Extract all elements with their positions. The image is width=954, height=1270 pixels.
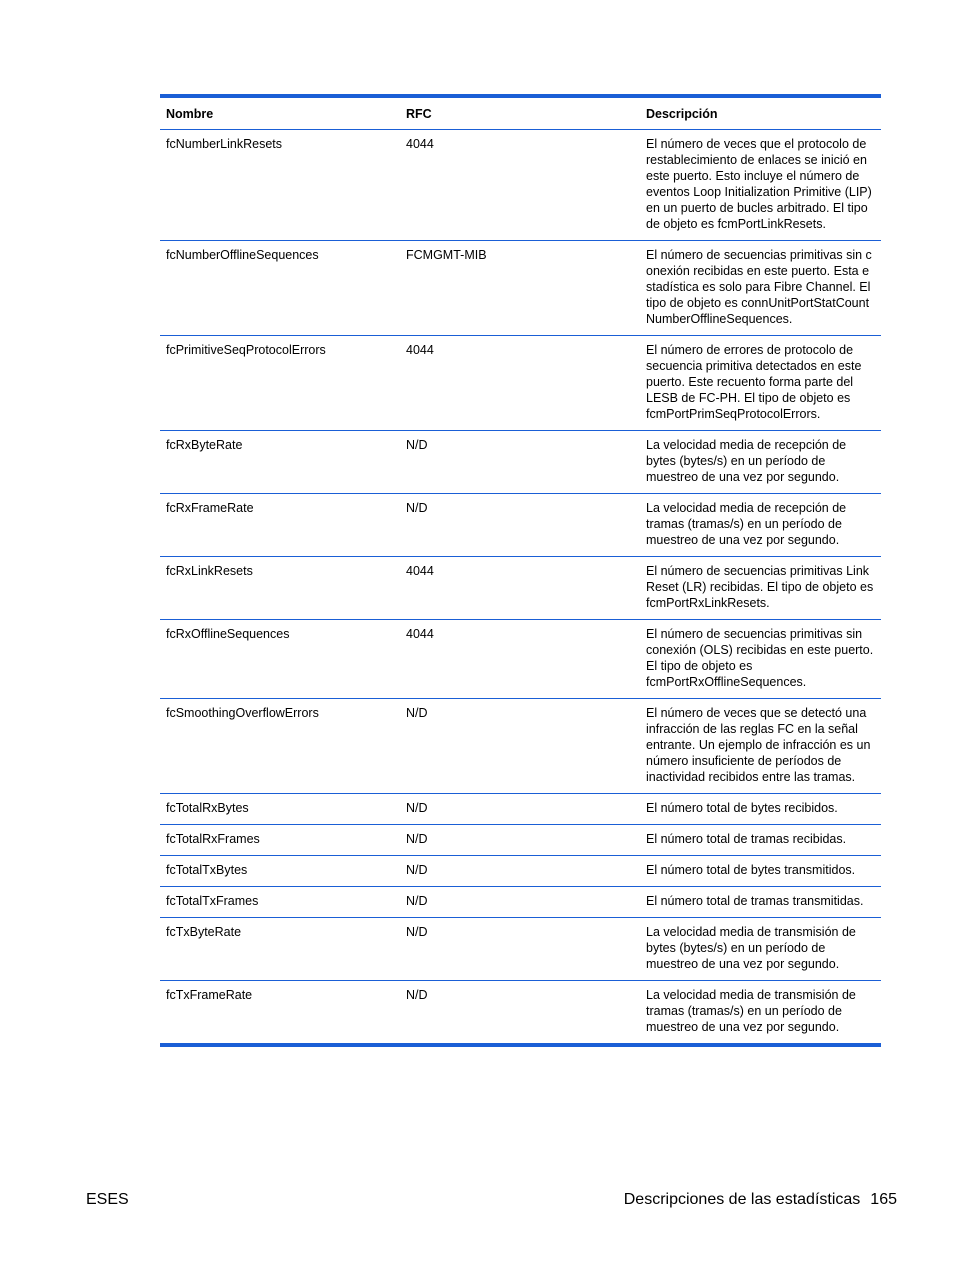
header-rfc: RFC — [400, 98, 640, 130]
cell-name: fcRxByteRate — [160, 431, 400, 494]
table-row — [160, 699, 881, 794]
cell-rfc: N/D — [400, 887, 640, 918]
cell-name: fcTotalRxBytes — [160, 794, 400, 825]
footer-section-title: Descripciones de las estadísticas — [623, 1191, 861, 1208]
statistics-table-container — [160, 94, 881, 1047]
cell-description: El número de secuencias primitivas sin conexión recibidas en este puerto. Esta estadística es solo para Fibre Channel. El tipo de objeto es connUnitPortStatCountNumberOfflineSequences. — [640, 241, 881, 336]
header-nombre: Nombre — [160, 98, 400, 130]
table-row — [160, 918, 881, 981]
table-row — [160, 794, 881, 825]
cell-description: El número total de bytes recibidos. — [640, 794, 881, 825]
cell-description: La velocidad media de transmisión de bytes (bytes/s) en un período de muestreo de una vez por segundo. — [640, 918, 881, 981]
cell-name: fcRxFrameRate — [160, 494, 400, 557]
cell-rfc: N/D — [400, 918, 640, 981]
cell-rfc: 4044 — [400, 620, 640, 699]
table-row — [160, 825, 881, 856]
cell-description: El número de veces que el protocolo de restablecimiento de enlaces se inició en este puerto. Esto incluye el número de eventos Loop Initialization Primitive (LIP) en un puerto de bucles arbitrado. El tipo de objeto es fcmPortLinkResets. — [640, 130, 881, 241]
cell-name: fcTotalTxFrames — [160, 887, 400, 918]
cell-rfc: N/D — [400, 699, 640, 794]
table-row — [160, 494, 881, 557]
cell-name: fcNumberOfflineSequences — [160, 241, 400, 336]
cell-rfc: 4044 — [400, 130, 640, 241]
table-row — [160, 887, 881, 918]
cell-description: La velocidad media de recepción de tramas (tramas/s) en un período de muestreo de una vez por segundo. — [640, 494, 881, 557]
table-row — [160, 856, 881, 887]
cell-name: fcTotalTxBytes — [160, 856, 400, 887]
table-row — [160, 130, 881, 241]
table-row — [160, 981, 881, 1044]
cell-name: fcTxFrameRate — [166, 988, 253, 1002]
cell-rfc: N/D — [400, 856, 640, 887]
statistics-table — [160, 98, 881, 1043]
table-row — [160, 241, 881, 336]
table-row — [160, 557, 881, 620]
cell-name: fcTotalRxFrames — [160, 825, 400, 856]
cell-description: El número total de tramas recibidas. — [640, 825, 881, 856]
cell-description: La velocidad media de recepción de bytes (bytes/s) en un período de muestreo de una vez por segundo. — [640, 431, 881, 494]
table-row — [160, 620, 881, 699]
cell-description: La velocidad media de transmisión de tramas (tramas/s) en un período de muestreo de una vez por segundo. — [646, 988, 856, 1034]
header-descripcion: Descripción — [640, 98, 881, 130]
table-row — [160, 431, 881, 494]
cell-rfc: 4044 — [400, 336, 640, 431]
cell-description: El número de secuencias primitivas sin conexión (OLS) recibidas en este puerto. El tipo de objeto es fcmPortRxOfflineSequences. — [640, 620, 881, 699]
cell-rfc: N/D — [406, 988, 428, 1002]
cell-name: fcSmoothingOverflowErrors — [160, 699, 400, 794]
cell-rfc: N/D — [400, 494, 640, 557]
cell-description: El número total de tramas transmitidas. — [640, 887, 881, 918]
cell-name: fcTxByteRate — [160, 918, 400, 981]
cell-rfc: N/D — [400, 825, 640, 856]
page-number: 165 — [870, 1191, 897, 1208]
cell-description: El número de secuencias primitivas Link Reset (LR) recibidas. El tipo de objeto es fcmPortRxLinkResets. — [640, 557, 881, 620]
cell-description: El número total de bytes transmitidos. — [640, 856, 881, 887]
cell-rfc: 4044 — [400, 557, 640, 620]
cell-description: El número de errores de protocolo de secuencia primitiva detectados en este puerto. Este recuento forma parte del LESB de FC-PH. El tipo de objeto es fcmPortPrimSeqProtocolErrors. — [640, 336, 881, 431]
cell-name: fcRxLinkResets — [160, 557, 400, 620]
cell-name: fcNumberLinkResets — [160, 130, 400, 241]
cell-name: fcPrimitiveSeqProtocolErrors — [160, 336, 400, 431]
cell-rfc: N/D — [400, 794, 640, 825]
cell-name: fcRxOfflineSequences — [160, 620, 400, 699]
footer-locale-code: ESES — [86, 1191, 129, 1208]
footer-section-and-page — [624, 1191, 897, 1209]
cell-description: El número de veces que se detectó una infracción de las reglas FC en la señal entrante. Un ejemplo de infracción es un número insuficiente de períodos de inactividad recibidos entre las tramas. — [640, 699, 881, 794]
table-header-row — [160, 98, 881, 130]
cell-rfc: FCMGMT-MIB — [400, 241, 640, 336]
cell-rfc: N/D — [400, 431, 640, 494]
table-row — [160, 336, 881, 431]
